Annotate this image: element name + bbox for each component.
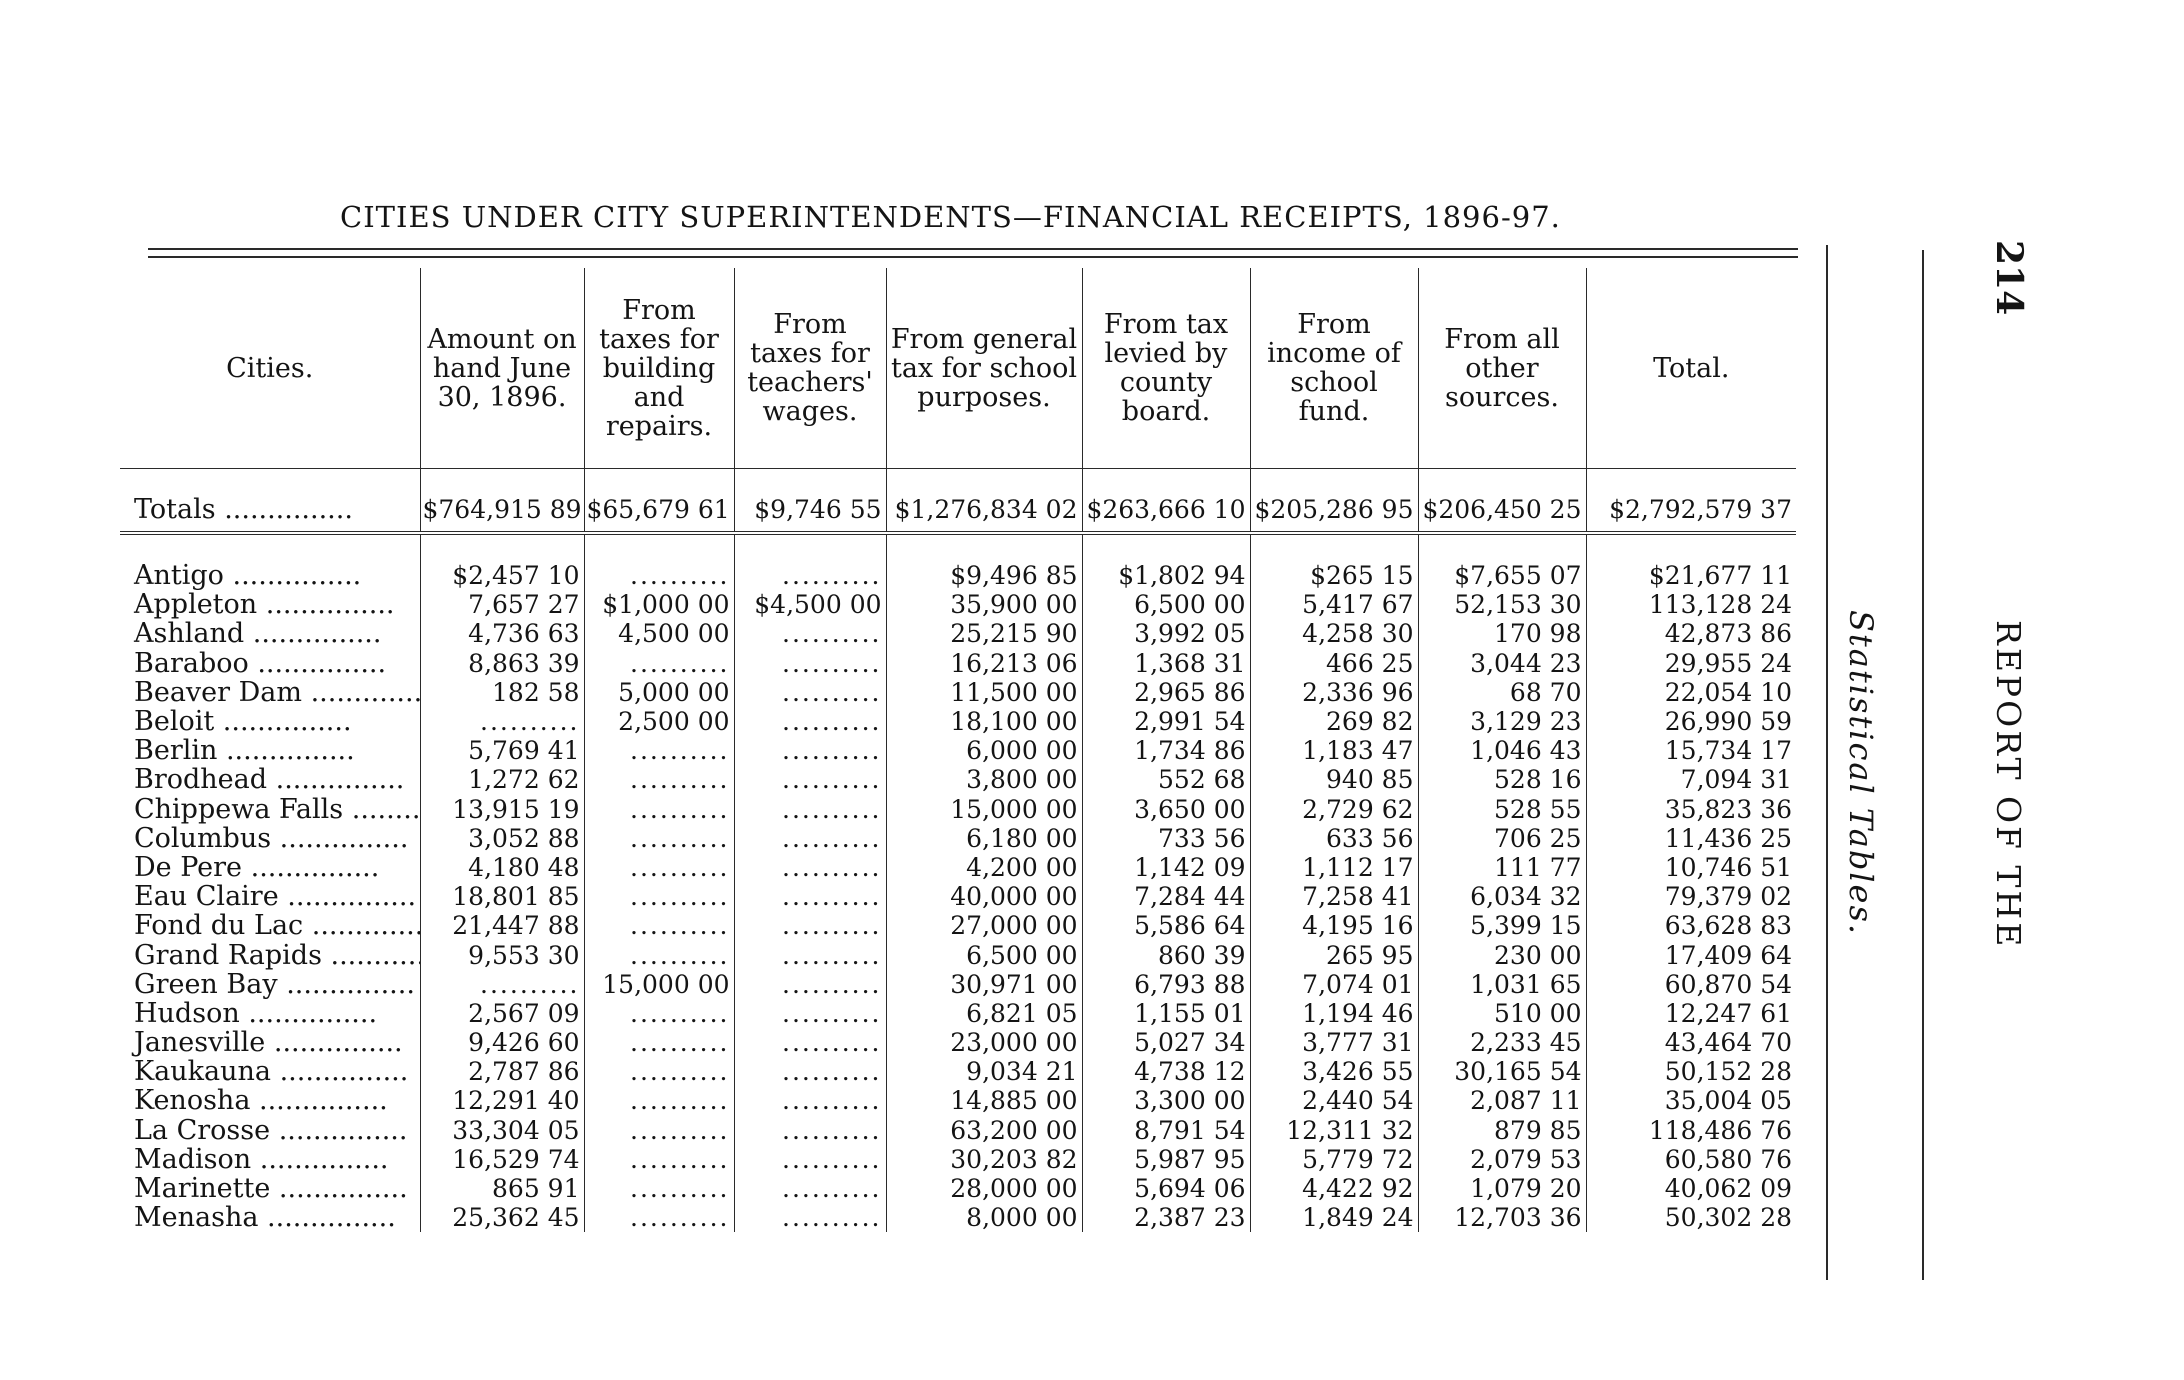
table-cell: 528 55 xyxy=(1418,795,1586,824)
table-cell: .......... xyxy=(734,1145,886,1174)
table-cell: 5,987 95 xyxy=(1082,1145,1250,1174)
city-name: Madison ..... xyxy=(120,1145,420,1174)
table-cell: .......... xyxy=(584,853,734,882)
city-name: Menasha ..... xyxy=(120,1203,420,1232)
table-cell: .......... xyxy=(734,824,886,853)
table-cell: 2,440 54 xyxy=(1250,1086,1418,1115)
table-cell: 40,062 09 xyxy=(1586,1174,1796,1203)
totals-cell: $9,746 55 xyxy=(734,487,886,533)
column-header-amount-on-hand: Amount on hand June 30, 1896. xyxy=(420,268,584,469)
totals-cell: $65,679 61 xyxy=(584,487,734,533)
table-cell: .......... xyxy=(734,882,886,911)
city-name: Ashland ..... xyxy=(120,619,420,648)
page-number: 214 xyxy=(1988,240,2030,316)
column-header-general-tax: From general tax for school purposes. xyxy=(886,268,1082,469)
table-cell: 269 82 xyxy=(1250,707,1418,736)
table-cell: 79,379 02 xyxy=(1586,882,1796,911)
table-cell: 9,553 30 xyxy=(420,940,584,969)
table-cell: .......... xyxy=(584,882,734,911)
table-cell: 18,801 85 xyxy=(420,882,584,911)
table-cell: .......... xyxy=(584,649,734,678)
table-cell: 4,258 30 xyxy=(1250,619,1418,648)
table-cell: 63,628 83 xyxy=(1586,911,1796,940)
totals-cell: $206,450 25 xyxy=(1418,487,1586,533)
column-header-other-sources: From all other sources. xyxy=(1418,268,1586,469)
table-cell: 16,213 06 xyxy=(886,649,1082,678)
table-cell: .......... xyxy=(584,999,734,1028)
spacer-row xyxy=(120,533,1796,561)
table-cell: 2,729 62 xyxy=(1250,795,1418,824)
table-cell: 60,580 76 xyxy=(1586,1145,1796,1174)
table-row xyxy=(120,765,1796,794)
table-cell: .......... xyxy=(734,765,886,794)
table-cell: .......... xyxy=(734,649,886,678)
table-cell: 12,247 61 xyxy=(1586,999,1796,1028)
table-cell: 733 56 xyxy=(1082,824,1250,853)
city-name: La Crosse ..... xyxy=(120,1116,420,1145)
table-cell: 25,362 45 xyxy=(420,1203,584,1232)
column-header-total: Total. xyxy=(1586,268,1796,469)
table-cell: 2,387 23 xyxy=(1082,1203,1250,1232)
table-cell: 7,657 27 xyxy=(420,590,584,619)
table-row xyxy=(120,590,1796,619)
table-cell: 14,885 00 xyxy=(886,1086,1082,1115)
table-row xyxy=(120,707,1796,736)
table-cell: .......... xyxy=(734,1028,886,1057)
city-name: Eau Claire ..... xyxy=(120,882,420,911)
table-cell: 5,694 06 xyxy=(1082,1174,1250,1203)
table-cell: 16,529 74 xyxy=(420,1145,584,1174)
table-cell: 2,787 86 xyxy=(420,1057,584,1086)
table-cell: 8,791 54 xyxy=(1082,1116,1250,1145)
table-cell: 552 68 xyxy=(1082,765,1250,794)
table-cell: 865 91 xyxy=(420,1174,584,1203)
table-cell: .......... xyxy=(584,940,734,969)
table-cell: 27,000 00 xyxy=(886,911,1082,940)
table-cell: .......... xyxy=(734,1116,886,1145)
table-cell: 9,034 21 xyxy=(886,1057,1082,1086)
table-cell: 2,336 96 xyxy=(1250,678,1418,707)
table-row xyxy=(120,999,1796,1028)
table-cell: .......... xyxy=(584,1174,734,1203)
table-cell: .......... xyxy=(584,765,734,794)
table-cell: .......... xyxy=(584,824,734,853)
table-cell: .......... xyxy=(584,795,734,824)
table-cell: 3,992 05 xyxy=(1082,619,1250,648)
table-cell: .......... xyxy=(584,1028,734,1057)
table-cell: .......... xyxy=(734,707,886,736)
table-cell: 4,200 00 xyxy=(886,853,1082,882)
table-cell: 6,180 00 xyxy=(886,824,1082,853)
column-header-cities: Cities. xyxy=(226,352,314,384)
table-row xyxy=(120,1086,1796,1115)
table-row xyxy=(120,911,1796,940)
table-cell: 4,422 92 xyxy=(1250,1174,1418,1203)
table-cell: 50,302 28 xyxy=(1586,1203,1796,1232)
top-double-rule xyxy=(148,248,1798,250)
city-name: Beaver Dam ..... xyxy=(120,678,420,707)
top-double-rule-lower xyxy=(148,256,1798,258)
table-cell: 2,087 11 xyxy=(1418,1086,1586,1115)
city-name: Green Bay ..... xyxy=(120,970,420,999)
table-cell: 1,112 17 xyxy=(1250,853,1418,882)
table-cell: 63,200 00 xyxy=(886,1116,1082,1145)
table-cell: 3,777 31 xyxy=(1250,1028,1418,1057)
city-name: Appleton ..... xyxy=(120,590,420,619)
table-cell: 8,863 39 xyxy=(420,649,584,678)
table-cell: .......... xyxy=(420,970,584,999)
table-cell: $4,500 00 xyxy=(734,590,886,619)
city-name: Janesville ..... xyxy=(120,1028,420,1057)
table-cell: 50,152 28 xyxy=(1586,1057,1796,1086)
table-cell: $1,000 00 xyxy=(584,590,734,619)
table-cell: 1,142 09 xyxy=(1082,853,1250,882)
table-cell: .......... xyxy=(734,970,886,999)
table-cell: 510 00 xyxy=(1418,999,1586,1028)
section-heading: Statistical Tables. xyxy=(1842,610,1880,937)
totals-cell: $2,792,579 37 xyxy=(1586,487,1796,533)
table-cell: 6,793 88 xyxy=(1082,970,1250,999)
table-row xyxy=(120,1028,1796,1057)
city-name: Kaukauna ..... xyxy=(120,1057,420,1086)
table-cell: 1,194 46 xyxy=(1250,999,1418,1028)
table-cell: 4,738 12 xyxy=(1082,1057,1250,1086)
table-cell: 1,734 86 xyxy=(1082,736,1250,765)
running-head: REPORT OF THE xyxy=(1989,620,2028,950)
table-cell: 29,955 24 xyxy=(1586,649,1796,678)
table-cell: 6,034 32 xyxy=(1418,882,1586,911)
table-row xyxy=(120,1057,1796,1086)
table-cell: 7,094 31 xyxy=(1586,765,1796,794)
city-name: Fond du Lac ..... xyxy=(120,911,420,940)
table-cell: .......... xyxy=(584,1086,734,1115)
table-cell: 7,284 44 xyxy=(1082,882,1250,911)
city-name: Chippewa Falls ..... xyxy=(120,795,420,824)
right-margin-rule xyxy=(1826,245,1828,1280)
table-cell: 26,990 59 xyxy=(1586,707,1796,736)
totals-cell: $205,286 95 xyxy=(1250,487,1418,533)
table-cell: 111 77 xyxy=(1418,853,1586,882)
table-cell: 4,180 48 xyxy=(420,853,584,882)
table-cell: 633 56 xyxy=(1250,824,1418,853)
table-cell: 23,000 00 xyxy=(886,1028,1082,1057)
city-name: Beloit ..... xyxy=(120,707,420,736)
table-cell: 4,195 16 xyxy=(1250,911,1418,940)
table-cell: 2,079 53 xyxy=(1418,1145,1586,1174)
table-cell: 6,500 00 xyxy=(886,940,1082,969)
table-cell: 10,746 51 xyxy=(1586,853,1796,882)
city-name: Columbus ..... xyxy=(120,824,420,853)
table-cell: 42,873 86 xyxy=(1586,619,1796,648)
table-cell: 1,368 31 xyxy=(1082,649,1250,678)
table-cell: .......... xyxy=(734,1203,886,1232)
city-name: Kenosha ..... xyxy=(120,1086,420,1115)
table-cell: 21,447 88 xyxy=(420,911,584,940)
table-cell: 3,426 55 xyxy=(1250,1057,1418,1086)
table-cell: 5,399 15 xyxy=(1418,911,1586,940)
table-row xyxy=(120,736,1796,765)
city-name: Grand Rapids ..... xyxy=(120,940,420,969)
table-cell: .......... xyxy=(584,736,734,765)
table-cell: .......... xyxy=(584,561,734,590)
table-cell: $2,457 10 xyxy=(420,561,584,590)
table-cell: $7,655 07 xyxy=(1418,561,1586,590)
financial-receipts-table xyxy=(120,268,1796,1232)
table-cell: 12,703 36 xyxy=(1418,1203,1586,1232)
table-cell: 1,849 24 xyxy=(1250,1203,1418,1232)
table-cell: 2,500 00 xyxy=(584,707,734,736)
table-row xyxy=(120,970,1796,999)
table-row xyxy=(120,1174,1796,1203)
table-cell: .......... xyxy=(734,1174,886,1203)
table-cell: 15,000 00 xyxy=(584,970,734,999)
outer-margin-rule xyxy=(1922,250,1924,1280)
table-cell: 52,153 30 xyxy=(1418,590,1586,619)
totals-cell: $1,276,834 02 xyxy=(886,487,1082,533)
table-cell: 3,650 00 xyxy=(1082,795,1250,824)
table-cell: .......... xyxy=(584,1145,734,1174)
table-cell: 30,165 54 xyxy=(1418,1057,1586,1086)
table-cell: 1,031 65 xyxy=(1418,970,1586,999)
table-cell: .......... xyxy=(584,1116,734,1145)
table-cell: 170 98 xyxy=(1418,619,1586,648)
table-cell: .......... xyxy=(734,853,886,882)
table-cell: 43,464 70 xyxy=(1586,1028,1796,1057)
table-cell: 12,311 32 xyxy=(1250,1116,1418,1145)
table-cell: $21,677 11 xyxy=(1586,561,1796,590)
table-cell: 13,915 19 xyxy=(420,795,584,824)
table-cell: 12,291 40 xyxy=(420,1086,584,1115)
table-row xyxy=(120,619,1796,648)
table-cell: 1,079 20 xyxy=(1418,1174,1586,1203)
totals-cell: $263,666 10 xyxy=(1082,487,1250,533)
table-cell: 528 16 xyxy=(1418,765,1586,794)
table-cell: $1,802 94 xyxy=(1082,561,1250,590)
table-cell: 5,000 00 xyxy=(584,678,734,707)
city-name: Marinette ..... xyxy=(120,1174,420,1203)
table-row xyxy=(120,1203,1796,1232)
table-row xyxy=(120,649,1796,678)
table-cell: 2,233 45 xyxy=(1418,1028,1586,1057)
table-cell: 5,586 64 xyxy=(1082,911,1250,940)
table-cell: .......... xyxy=(584,1057,734,1086)
table-cell: 1,155 01 xyxy=(1082,999,1250,1028)
table-cell: 9,426 60 xyxy=(420,1028,584,1057)
table-cell: 466 25 xyxy=(1250,649,1418,678)
table-cell: 15,000 00 xyxy=(886,795,1082,824)
table-row xyxy=(120,824,1796,853)
table-cell: 6,821 05 xyxy=(886,999,1082,1028)
table-cell: 8,000 00 xyxy=(886,1203,1082,1232)
table-cell: .......... xyxy=(734,619,886,648)
table-cell: 706 25 xyxy=(1418,824,1586,853)
city-name: Berlin ..... xyxy=(120,736,420,765)
city-name: Antigo ..... xyxy=(120,561,420,590)
table-header-row xyxy=(120,268,1796,469)
table-cell: 3,800 00 xyxy=(886,765,1082,794)
table-cell: 28,000 00 xyxy=(886,1174,1082,1203)
table-cell: 35,004 05 xyxy=(1586,1086,1796,1115)
page-title: CITIES UNDER CITY SUPERINTENDENTS—FINANCIAL RECEIPTS, 1896-97. xyxy=(340,200,1561,234)
table-cell: .......... xyxy=(584,1203,734,1232)
table-cell: 860 39 xyxy=(1082,940,1250,969)
table-cell: 6,000 00 xyxy=(886,736,1082,765)
totals-cell: $764,915 89 xyxy=(420,487,584,533)
totals-row xyxy=(120,487,1796,533)
table-cell: 118,486 76 xyxy=(1586,1116,1796,1145)
table-cell: 940 85 xyxy=(1250,765,1418,794)
table-row xyxy=(120,882,1796,911)
table-cell: 6,500 00 xyxy=(1082,590,1250,619)
table-row xyxy=(120,1145,1796,1174)
column-header-school-fund: From income of school fund. xyxy=(1250,268,1418,469)
table-cell: 2,991 54 xyxy=(1082,707,1250,736)
table-cell: .......... xyxy=(734,1057,886,1086)
table-cell: .......... xyxy=(734,940,886,969)
table-cell: 60,870 54 xyxy=(1586,970,1796,999)
table-cell: 25,215 90 xyxy=(886,619,1082,648)
table-cell: 40,000 00 xyxy=(886,882,1082,911)
table-cell: 11,500 00 xyxy=(886,678,1082,707)
table-row xyxy=(120,678,1796,707)
city-name: Brodhead ..... xyxy=(120,765,420,794)
table-cell: 182 58 xyxy=(420,678,584,707)
table-cell: 265 95 xyxy=(1250,940,1418,969)
table-cell: 230 00 xyxy=(1418,940,1586,969)
table-cell: 30,971 00 xyxy=(886,970,1082,999)
table-cell: 5,417 67 xyxy=(1250,590,1418,619)
table-cell: $265 15 xyxy=(1250,561,1418,590)
table-cell: 3,129 23 xyxy=(1418,707,1586,736)
table-row xyxy=(120,853,1796,882)
city-name: Baraboo ..... xyxy=(120,649,420,678)
table-row xyxy=(120,940,1796,969)
table-cell: 30,203 82 xyxy=(886,1145,1082,1174)
table-cell: 15,734 17 xyxy=(1586,736,1796,765)
table-cell: .......... xyxy=(584,911,734,940)
table-cell: 1,272 62 xyxy=(420,765,584,794)
table-cell: 5,779 72 xyxy=(1250,1145,1418,1174)
table-cell: 1,183 47 xyxy=(1250,736,1418,765)
table-cell: 7,258 41 xyxy=(1250,882,1418,911)
table-cell: .......... xyxy=(734,561,886,590)
table-cell: $9,496 85 xyxy=(886,561,1082,590)
column-header-building-taxes: From taxes for building and repairs. xyxy=(584,268,734,469)
table-cell: 3,044 23 xyxy=(1418,649,1586,678)
table-cell: 4,736 63 xyxy=(420,619,584,648)
table-row xyxy=(120,795,1796,824)
table-cell: 5,769 41 xyxy=(420,736,584,765)
header-separator xyxy=(120,469,1796,488)
table-cell: .......... xyxy=(734,1086,886,1115)
table-cell: 2,965 86 xyxy=(1082,678,1250,707)
table-cell: 3,052 88 xyxy=(420,824,584,853)
column-header-county-tax: From tax levied by county board. xyxy=(1082,268,1250,469)
table-cell: 22,054 10 xyxy=(1586,678,1796,707)
table-cell: 17,409 64 xyxy=(1586,940,1796,969)
table-cell: .......... xyxy=(734,736,886,765)
table-cell: 2,567 09 xyxy=(420,999,584,1028)
table-cell: 35,823 36 xyxy=(1586,795,1796,824)
table-row xyxy=(120,561,1796,590)
table-cell: 1,046 43 xyxy=(1418,736,1586,765)
table-cell: 113,128 24 xyxy=(1586,590,1796,619)
totals-label: Totals ..... xyxy=(120,487,420,533)
table-cell: .......... xyxy=(420,707,584,736)
table-cell: .......... xyxy=(734,795,886,824)
column-header-teachers-wages: From taxes for teachers' wages. xyxy=(734,268,886,469)
table-cell: 68 70 xyxy=(1418,678,1586,707)
table-cell: 11,436 25 xyxy=(1586,824,1796,853)
city-name: De Pere ..... xyxy=(120,853,420,882)
table-cell: 7,074 01 xyxy=(1250,970,1418,999)
table-cell: 35,900 00 xyxy=(886,590,1082,619)
city-name: Hudson ..... xyxy=(120,999,420,1028)
table-cell: .......... xyxy=(734,678,886,707)
table-cell: 3,300 00 xyxy=(1082,1086,1250,1115)
table-cell: 4,500 00 xyxy=(584,619,734,648)
table-cell: 879 85 xyxy=(1418,1116,1586,1145)
table-cell: .......... xyxy=(734,911,886,940)
table-cell: 5,027 34 xyxy=(1082,1028,1250,1057)
table-cell: 18,100 00 xyxy=(886,707,1082,736)
table-cell: .......... xyxy=(734,999,886,1028)
table-cell: 33,304 05 xyxy=(420,1116,584,1145)
table-row xyxy=(120,1116,1796,1145)
